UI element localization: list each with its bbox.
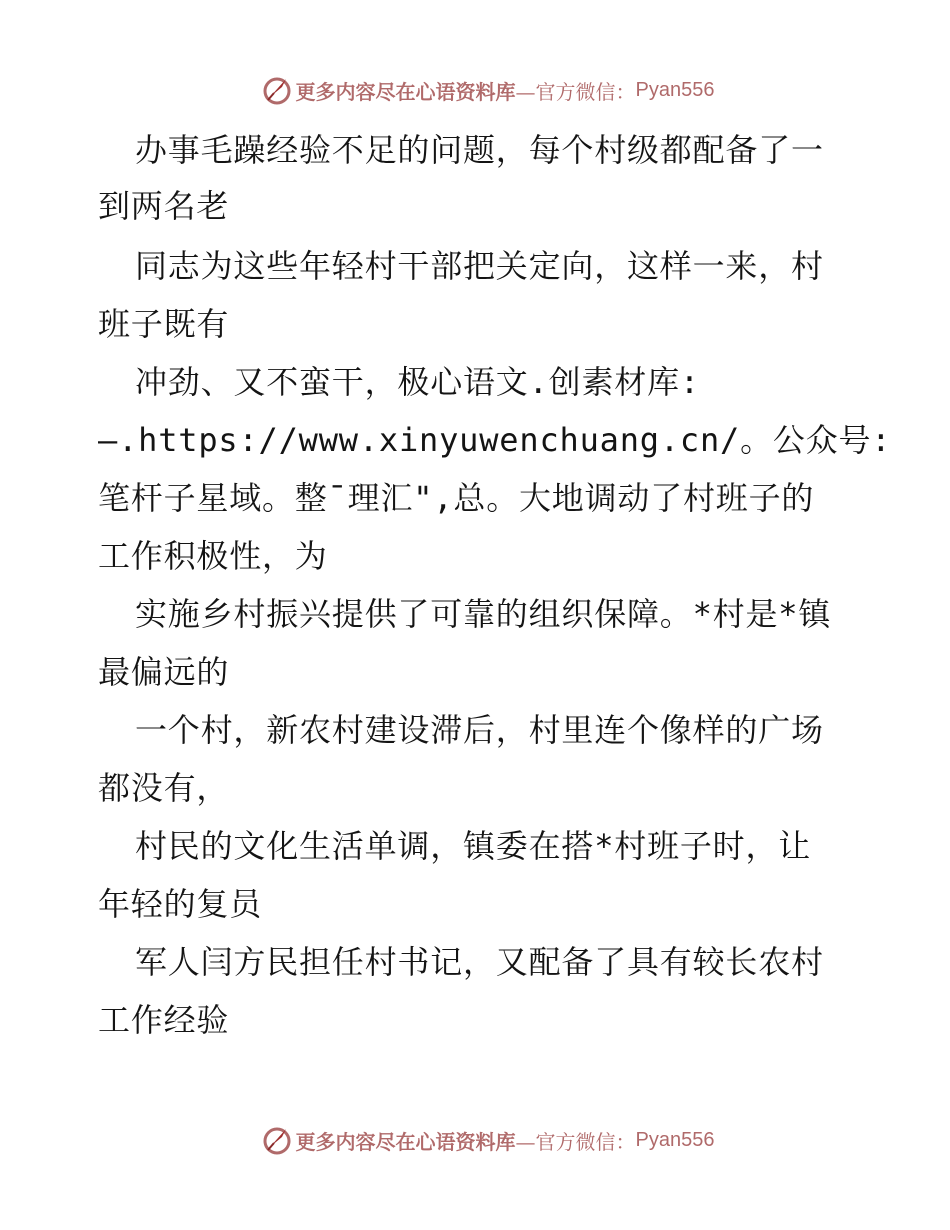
text-line: 班子既有 [98, 305, 230, 343]
text-line: 工作经验 [98, 1001, 230, 1039]
header-banner-title: 更多内容尽在心语资料库 [295, 79, 516, 104]
text-line: 军人闫方民担任村书记，又配备了具有较长农村 [135, 943, 824, 981]
text-line: 办事毛躁经验不足的问题，每个村级都配备了一 [135, 131, 824, 169]
text-line: 都没有， [98, 769, 230, 807]
header-banner-wechat-id: Pyan556 [635, 78, 715, 101]
text-line: 年轻的复员 [98, 885, 263, 923]
header-banner [0, 70, 950, 110]
text-line: 最偏远的 [98, 653, 230, 691]
text-line: 到两名老 [98, 187, 230, 225]
text-line: 笔杆子星域。整¯理汇",总。大地调动了村班子的 [98, 479, 815, 517]
footer-banner [0, 1120, 950, 1160]
footer-banner-content [260, 1123, 715, 1157]
text-line: —.https://www.xinyuwenchuang.cn/。公众号: [98, 421, 892, 459]
text-line: 实施乡村振兴提供了可靠的组织保障。*村是*镇 [135, 595, 832, 633]
header-banner-content [260, 73, 715, 107]
quill-logo-icon [260, 73, 294, 107]
text-line: 同志为这些年轻村干部把关定向，这样一来，村 [135, 247, 824, 285]
quill-logo-icon [260, 1123, 294, 1157]
footer-banner-wechat-label: —官方微信： [515, 1129, 636, 1154]
text-line: 村民的文化生活单调，镇委在搭*村班子时，让 [135, 827, 812, 865]
text-line: 工作积极性，为 [98, 537, 328, 575]
text-line: 冲劲、又不蛮干，极心语文.创素材库: [135, 363, 700, 401]
text-line: 一个村，新农村建设滞后，村里连个像样的广场 [135, 711, 824, 749]
header-banner-wechat-label: —官方微信： [515, 79, 636, 104]
footer-banner-wechat-id: Pyan556 [635, 1128, 715, 1151]
footer-banner-title: 更多内容尽在心语资料库 [295, 1129, 516, 1154]
